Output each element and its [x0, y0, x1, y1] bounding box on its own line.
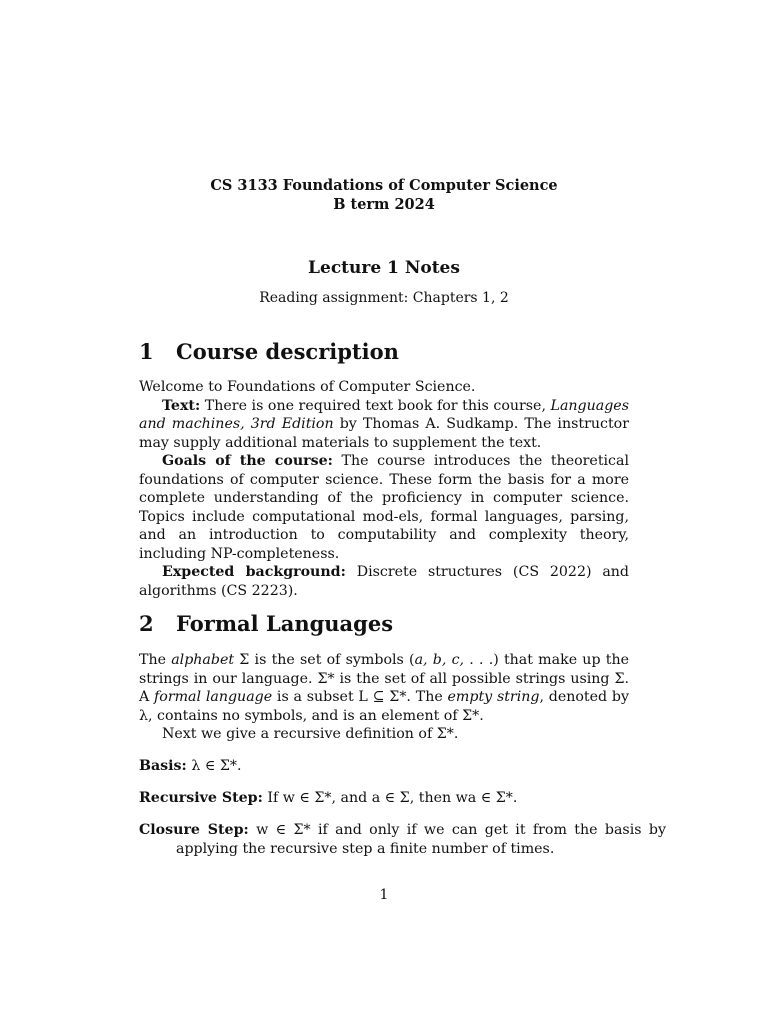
text-label: Text:	[162, 397, 201, 414]
recursive-text: If w ∈ Σ*, and a ∈ Σ, then wa ∈ Σ*.	[267, 790, 518, 806]
basis-label: Basis:	[139, 758, 187, 774]
text-body-cont: by Thomas A. Sudkamp. The instructor may supply additional materials to supplement the text.	[139, 416, 629, 451]
closure-text: w ∈ Σ* if and only if we can get it from the basis by applying the recursive step a finite number of times.	[176, 822, 666, 857]
text-paragraph	[139, 397, 629, 453]
closure-step-definition	[139, 821, 666, 858]
section-body-formal-languages	[139, 651, 629, 744]
background-paragraph	[139, 563, 629, 600]
welcome-paragraph: Welcome to Foundations of Computer Science.	[139, 379, 476, 395]
section-number: 1	[139, 339, 154, 364]
text-body: There is one required text book for this course,	[204, 397, 551, 414]
background-text: Discrete structures (CS 2022) and algorithms (CS 2223).	[139, 564, 630, 599]
section-title: Course description	[176, 339, 399, 364]
background-label: Expected background:	[162, 564, 346, 580]
page-number: 1	[379, 887, 389, 903]
course-term: B term 2024	[333, 196, 435, 213]
section-heading-course-description	[139, 338, 399, 366]
term-empty-string: empty string	[447, 689, 540, 705]
p1-text-d: is a subset L ⊆ Σ*. The	[272, 689, 448, 705]
section-body-course-description	[139, 378, 629, 600]
closure-label: Closure Step:	[139, 822, 249, 838]
section-heading-formal-languages	[139, 610, 393, 638]
course-title: CS 3133 Foundations of Computer Science	[210, 177, 558, 194]
p1-text-c: ) that make up the strings in our language. Σ* is the set of all possible strings using Σ. A	[139, 652, 629, 705]
term-alphabet: alphabet	[171, 652, 235, 668]
lecture-title: Lecture 1 Notes	[308, 258, 460, 278]
reading-assignment: Reading assignment: Chapters 1, 2	[259, 290, 509, 306]
recursive-label: Recursive Step:	[139, 790, 263, 806]
p1-text-b: Σ is the set of symbols (	[234, 652, 415, 668]
section-title: Formal Languages	[176, 611, 394, 636]
alphabet-paragraph	[139, 651, 629, 725]
symbol-list: a, b, c, . . .	[414, 652, 494, 668]
goals-label: Goals of the course:	[162, 453, 333, 469]
basis-text: λ ∈ Σ*.	[191, 758, 242, 774]
basis-definition	[139, 757, 666, 776]
term-formal-language: formal language	[154, 689, 273, 705]
recursive-step-definition	[139, 789, 666, 808]
p1-text-e: , denoted by λ, contains no symbols, and is an element of Σ*.	[139, 689, 629, 724]
p1-text-a: The	[139, 652, 172, 668]
recursive-intro-paragraph: Next we give a recursive definition of Σ*.	[162, 726, 459, 742]
section-number: 2	[139, 611, 154, 636]
goals-paragraph	[139, 452, 629, 563]
goals-text: The course introduces the theoretical foundations of computer science. These form the basis for a more complete understanding of the proficiency in computer science. Topics include computational mod-els, formal languages, parsing, and an introduction to computability and complexity theory, including NP-completeness.	[139, 453, 629, 562]
textbook-title: Languages and machines, 3rd Edition	[139, 397, 629, 432]
